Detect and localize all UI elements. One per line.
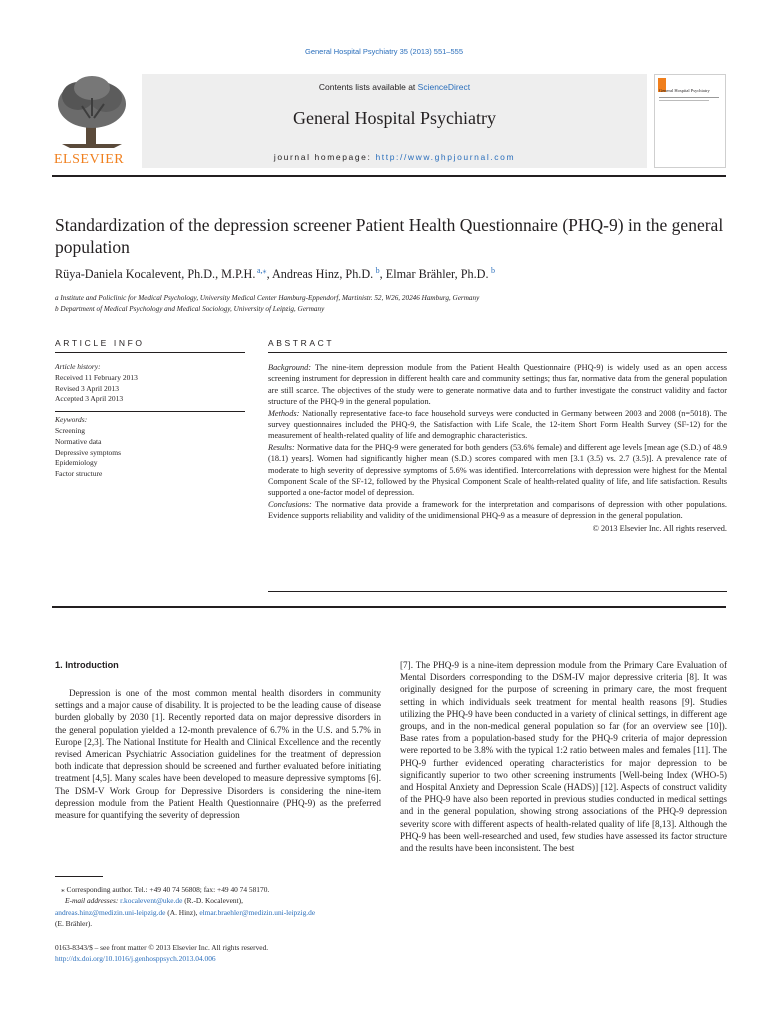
- keyword: Factor structure: [55, 469, 103, 479]
- keyword: Depressive symptoms: [55, 447, 122, 457]
- abstract-rule: [268, 352, 727, 353]
- author-name: , Elmar Brähler, Ph.D.: [379, 267, 489, 282]
- header-rule: [52, 175, 726, 177]
- author-name: , Andreas Hinz, Ph.D.: [266, 267, 374, 282]
- article-title: Standardization of the depression screener Patient Health Questionnaire (PHQ-9) in the general population: [55, 215, 724, 257]
- keywords-label: Keywords:: [55, 415, 88, 425]
- author-list: [55, 266, 495, 282]
- history-revised: Revised 3 April 2013: [55, 383, 119, 393]
- author-affil-mark[interactable]: b: [375, 266, 380, 275]
- journal-title: General Hospital Psychiatry: [293, 108, 496, 128]
- keyword: Normative data: [55, 436, 102, 446]
- author-name: Rüya-Daniela Kocalevent, Ph.D., M.P.H.: [55, 267, 256, 282]
- issn-line: 0163-8343/$ – see front matter © 2013 Elsevier Inc. All rights reserved.: [55, 943, 269, 952]
- keyword: Epidemiology: [55, 458, 98, 468]
- journal-cover-thumbnail: [654, 74, 726, 168]
- abstract-background: Background: The nine-item depression module from the Patient Health Questionnaire (PHQ-9) is widely used as an open access screening instrument for depression in different health care and community settings; thus far, normative data from the general population are still scarce. The objectives of the study were to generate normative data and to further investigate the construct validity and factor structure of the PHQ-9 in the general population.: [268, 363, 727, 407]
- article-info-heading: ARTICLE INFO: [55, 338, 145, 348]
- journal-reference[interactable]: General Hospital Psychiatry 35 (2013) 551–555: [304, 47, 463, 56]
- article-info: [55, 362, 245, 480]
- contents-line: [142, 82, 647, 92]
- keyword: Screening: [55, 425, 85, 435]
- abstract-results: Results: Normative data for the PHQ-9 were generated for both genders (53.6% female) and different age levels [mean age (S.D.) of 48.9 (18.1) years]. Women had significantly higher mean (S.D.) scores compared with men [3.1 (3.5) vs. 2.7 (3.5)]. A prevalence rate of moderate to high severity of depressive symptoms of 5.6% was identified. Intercorrelations with depression were highest for the Mental Component Scale of the SF-12, followed by the Physical Component Scale of health-related quality of life, and life satisfaction. Results supported a one-factor model of depression.: [268, 442, 727, 498]
- affiliation-b: b Department of Medical Psychology and Medical Sociology, University of Leipzig, Germany: [55, 304, 325, 313]
- elsevier-logo: [52, 74, 132, 168]
- author-affil-mark[interactable]: b: [490, 266, 495, 275]
- abstract-body: [268, 362, 727, 534]
- intro-left-column: Depression is one of the most common mental health disorders in community settings and a major cause of disability. It is projected to be the leading cause of disease burden globally by 2030 [1]. Recently reported data on major depressive disorders in the general population yielded a 12-month prevalence of 6.7% in the U.S. and 5.7% in Europe [2,3]. The National Institute for Health and Clinical Excellence and the recently revised American Psychiatric Association guidelines for the treatment of depression both indicate that depression should be screened and further evaluated before initiating treatment [4,5]. Many scales have been developed to measure depressive symptoms [6]. The DSM-V Work Group for Depressive Disorders is considering the nine-item depression module from the Patient Health Questionnaire (PHQ-9) as the preferred measure for quantifying the severity of depression: [55, 688, 381, 821]
- intro-right-column: [7]. The PHQ-9 is a nine-item depression module from the Primary Care Evaluation of Mental Disorders corresponding to the DSM-IV major depressive criteria [8]. It was originally designed for the purpose of screening in primary care, the most frequent setting in which individuals seek treatment for mental health reasons [9]. Studies utilizing the PHQ-9 have been conducted in a variety of clinical settings, in different age groups, and in the non-medical general population so far (for an overview see [10]). Base rates from a population-based study for the PHQ-9 criteria of major depression were reported to be 3.8% with the typical 1:2 ratio between males and females [11]. The PHQ-9 further evidenced operating characteristics for major depression to be significantly superior to two other screening instruments [Well-being Index (WHO-5) and Hospital Anxiety and Depression Scale (HADS)] [12]. Aspects of construct validity of the PHQ-9 have also been reported in previous studies conducted in medical settings and in the general population, showing strong associations of the PHQ-9 depression severity score with different aspects of health-related quality of life [8,13]. Although the PHQ-9 has been well-researched and used, few studies have assessed its factor structure and the results have been inconsistent. The best: [400, 660, 727, 854]
- abstract-bottom-rule: [268, 591, 727, 592]
- history-label: Article history:: [55, 362, 101, 371]
- abstract-conclusions: Conclusions: The normative data provide a framework for the interpretation and comparisons of depression with other populations. Evidence supports reliability and validity of the unidimensional PHQ-9 as a measure of depression in the general population.: [268, 499, 727, 521]
- email-link[interactable]: r.kocalevent@uke.de: [120, 896, 183, 906]
- email-note: (R.-D. Kocalevent),: [182, 896, 243, 906]
- affiliation-a: a Institute and Policlinic for Medical Psychology, University Medical Center Hamburg-Eppendorf, Martinistr. 52, W26, 20246 Hamburg, Germany: [55, 294, 480, 302]
- cover-title: General Hospital Psychiatry: [659, 88, 710, 93]
- tree-icon: [52, 74, 132, 152]
- email-note: (A. Hinz),: [165, 907, 200, 917]
- homepage-label: journal homepage:: [273, 152, 376, 162]
- email-link[interactable]: andreas.hinz@medizin.uni-leipzig.de: [55, 907, 166, 917]
- page-footer: [55, 942, 385, 964]
- affiliations: [55, 293, 479, 314]
- journal-header: [52, 74, 726, 170]
- contents-prefix: Contents lists available at: [318, 82, 418, 92]
- corresponding-author: ⁎ Corresponding author. Tel.: +49 40 74 56808; fax: +49 40 74 58170.: [61, 885, 270, 894]
- history-received: Received 11 February 2013: [55, 372, 138, 382]
- history-accepted: Accepted 3 April 2013: [55, 394, 124, 404]
- email-link[interactable]: elmar.braehler@medizin.uni-leipzig.de: [199, 907, 316, 917]
- abstract-copyright: © 2013 Elsevier Inc. All rights reserved.: [592, 523, 727, 533]
- article-info-rule: [55, 352, 245, 353]
- footnote: [55, 884, 385, 930]
- author-affil-mark[interactable]: a,⁎: [257, 266, 267, 275]
- sciencedirect-link[interactable]: ScienceDirect: [417, 82, 471, 92]
- section-rule: [52, 606, 726, 608]
- intro-heading: 1. Introduction: [55, 660, 119, 670]
- email-label: E-mail addresses:: [65, 896, 121, 906]
- doi-link[interactable]: http://dx.doi.org/10.1016/j.genhosppsych.2013.04.006: [55, 954, 216, 963]
- abstract-methods: Methods: Nationally representative face-to face household surveys were conducted in Germany between 2003 and 2008 (n=5018). The survey questionnaires included the PHQ-9, the Satisfaction with Life Scale, the 12-item Short Form Health Survey (SF-12) for the measurement of health-related quality of life and demographic characteristics.: [268, 408, 727, 441]
- journal-homepage: [142, 152, 647, 162]
- email-note: (E. Brähler).: [55, 919, 93, 929]
- abstract-heading: ABSTRACT: [268, 338, 335, 348]
- elsevier-wordmark: ELSEVIER: [54, 152, 125, 167]
- footnote-rule: [55, 876, 103, 877]
- homepage-link[interactable]: http://www.ghpjournal.com: [375, 152, 516, 162]
- journal-banner: [142, 74, 647, 168]
- keywords-rule: [55, 411, 245, 412]
